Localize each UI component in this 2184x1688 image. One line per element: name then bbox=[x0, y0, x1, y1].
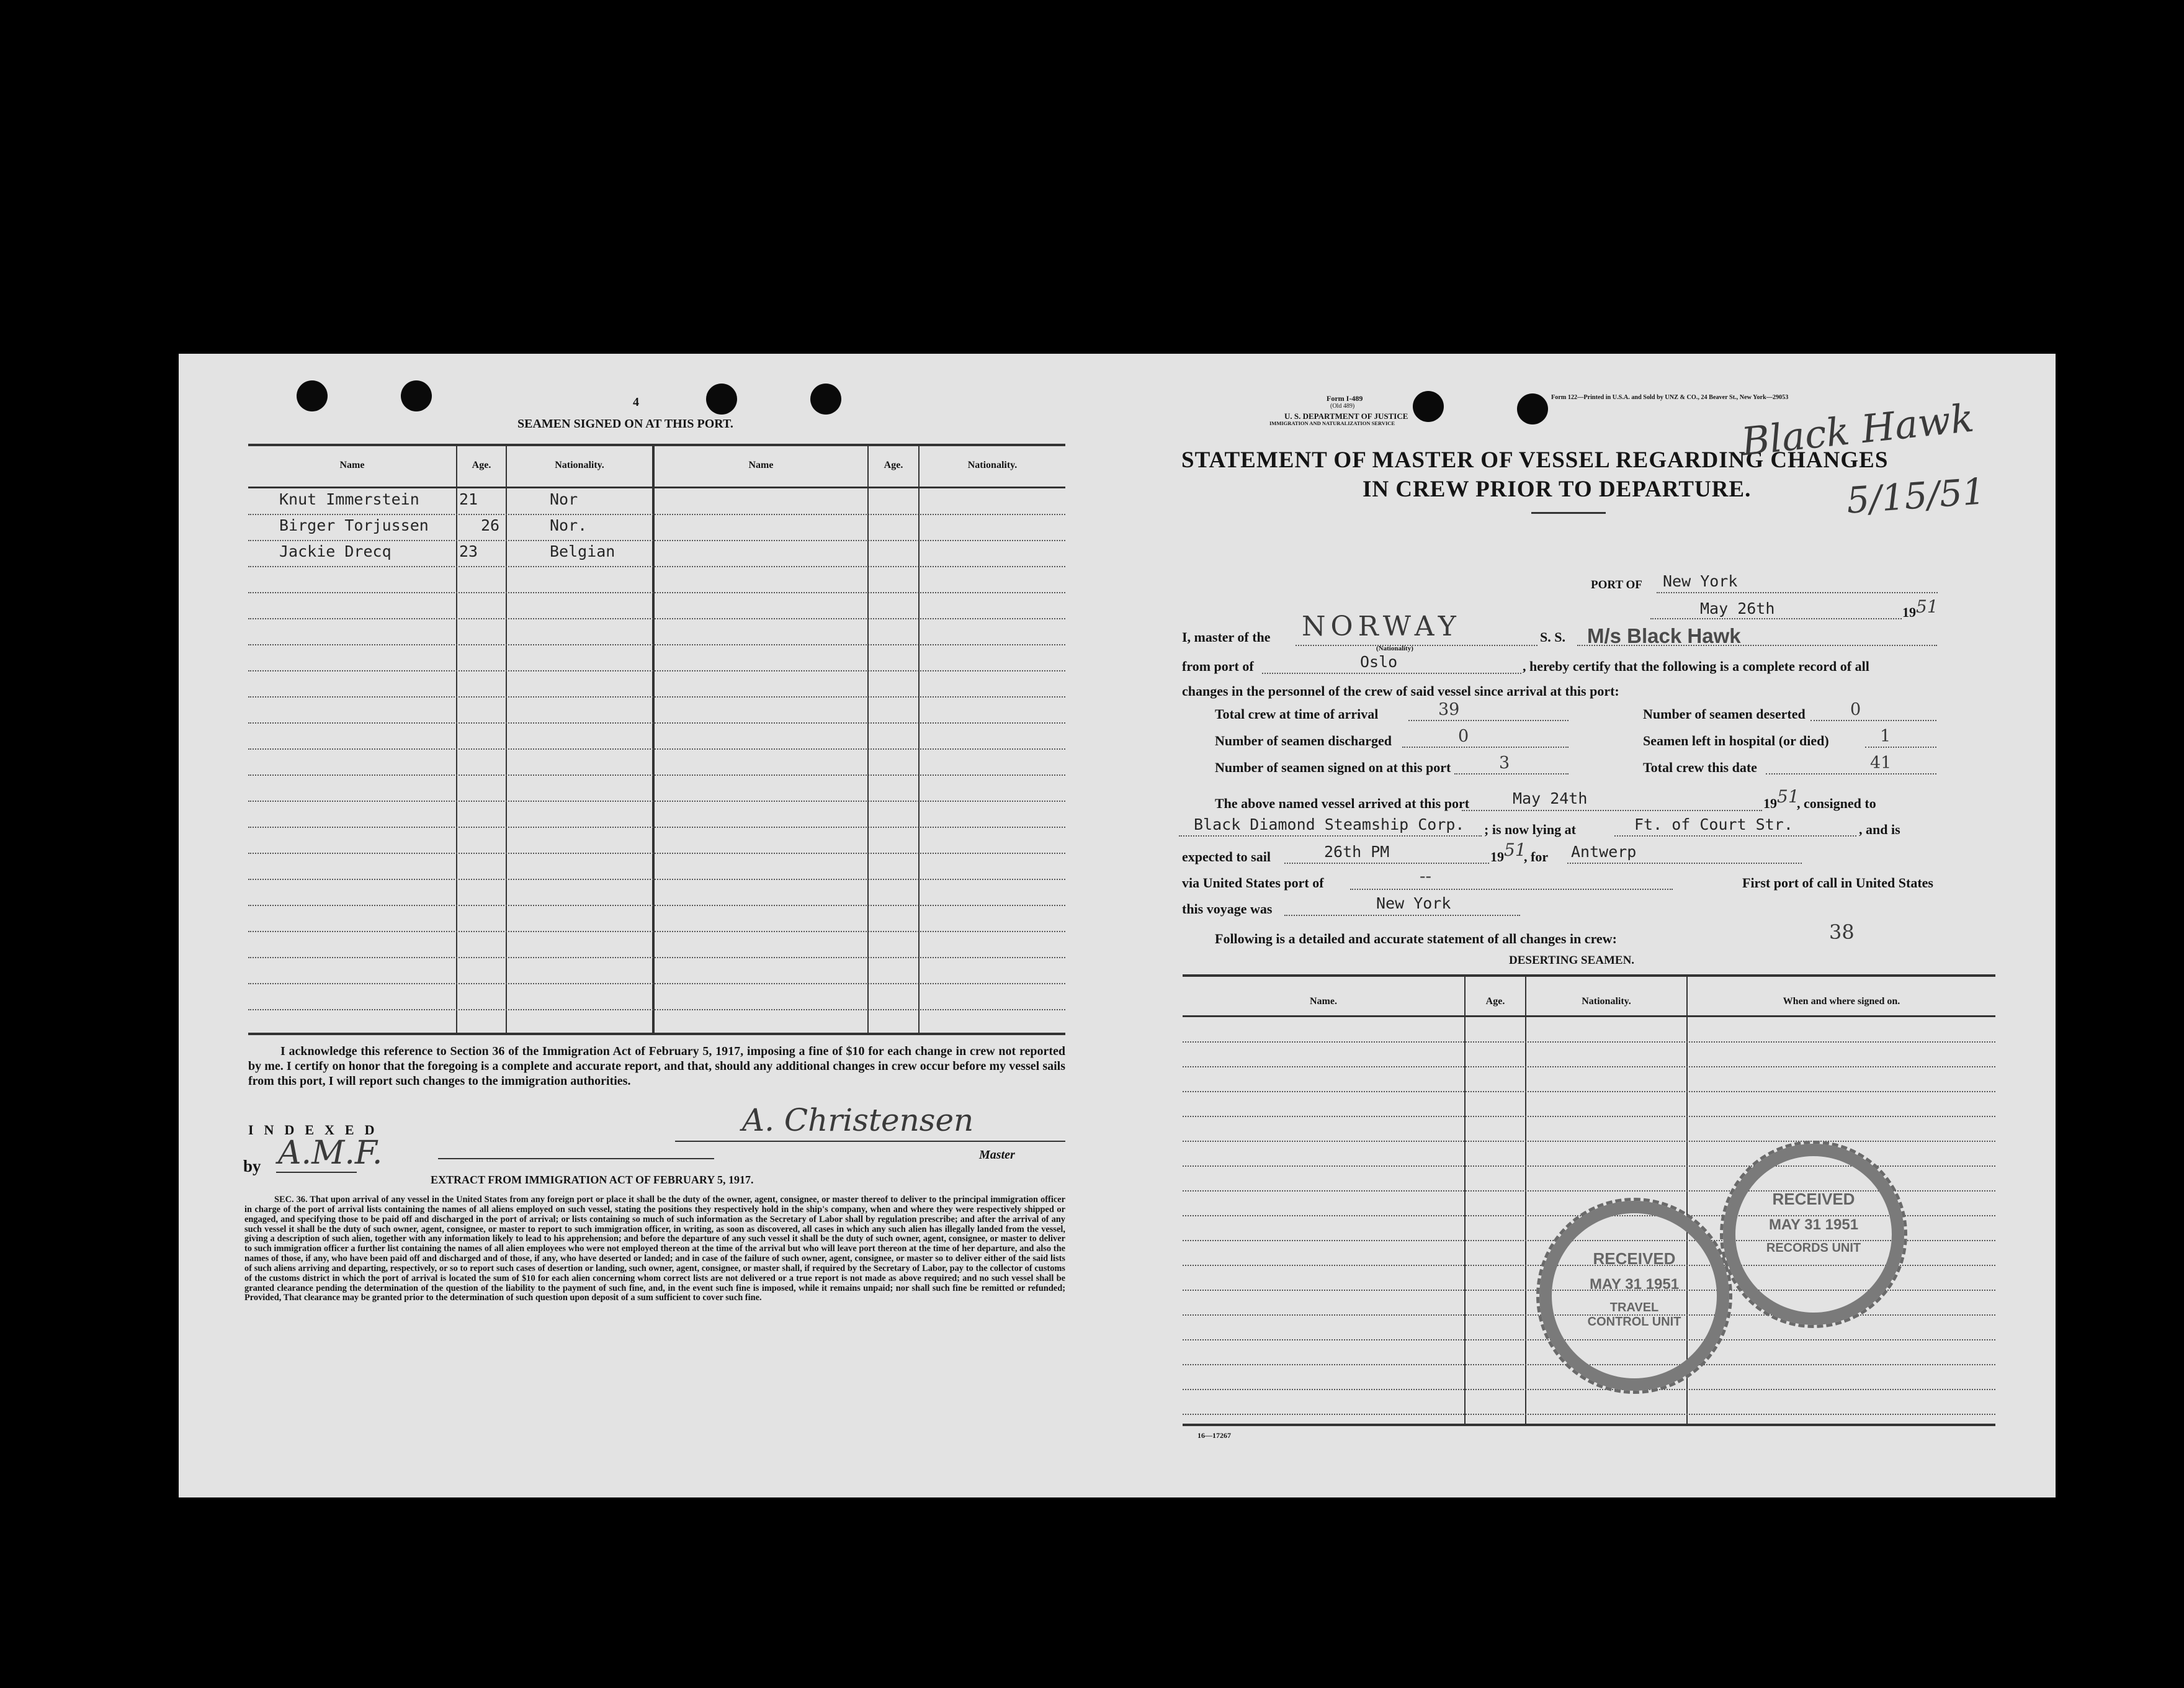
handwritten-date: 5/15/51 bbox=[1845, 470, 1987, 522]
consignee-line bbox=[1179, 835, 1482, 837]
deserted-label: Number of seamen deserted bbox=[1643, 706, 1806, 722]
table-header-rule bbox=[248, 487, 1065, 488]
consigned-label: , consigned to bbox=[1797, 796, 1876, 811]
total-crew-date-label: Total crew this date bbox=[1643, 760, 1757, 775]
first-port-label: First port of call in United States bbox=[1742, 875, 1933, 891]
certify-text: , hereby certify that the following is a complete record of all bbox=[1523, 658, 1869, 674]
destination: Antwerp bbox=[1571, 843, 1637, 861]
via-value: -- bbox=[1420, 866, 1431, 886]
consignee: Black Diamond Steamship Corp. bbox=[1194, 815, 1465, 833]
form-old-number: (Old 489) bbox=[1330, 403, 1355, 410]
printer-note: Form 122—Printed in U.S.A. and Sold by UNZ & CO., 24 Beaver St., New York—29053 bbox=[1551, 394, 1789, 401]
table-row-line bbox=[248, 566, 1065, 567]
nationality-value: NORWAY bbox=[1302, 611, 1461, 642]
deserting-col-header-age: Age. bbox=[1485, 996, 1505, 1007]
voyage-label: this voyage was bbox=[1182, 901, 1273, 917]
year-prefix: 19 bbox=[1902, 604, 1916, 620]
table-row-line bbox=[248, 618, 1065, 619]
deserting-table-header-rule bbox=[1183, 1015, 1995, 1017]
sail-date-line bbox=[1284, 863, 1489, 864]
date-year: 51 bbox=[1916, 596, 1938, 617]
table-row-line bbox=[248, 722, 1065, 724]
total-crew-arrival-label: Total crew at time of arrival bbox=[1215, 706, 1379, 722]
punch-hole bbox=[810, 384, 841, 415]
col-header-age: Age. bbox=[884, 460, 903, 470]
table-col-line bbox=[652, 445, 655, 1033]
footer-code: 16—17267 bbox=[1197, 1431, 1231, 1440]
seaman-nationality: Nor. bbox=[550, 516, 588, 534]
department-name: U. S. DEPARTMENT OF JUSTICE bbox=[1284, 411, 1408, 421]
extract-title: EXTRACT FROM IMMIGRATION ACT OF FEBRUARY 5, 1917. bbox=[431, 1174, 754, 1186]
deserting-col-line bbox=[1464, 977, 1466, 1424]
for-label: , for bbox=[1524, 849, 1549, 864]
deserting-col-header-name: Name. bbox=[1310, 996, 1337, 1007]
table-row-line bbox=[248, 957, 1065, 958]
table-row-line bbox=[248, 696, 1065, 698]
discharged-label: Number of seamen discharged bbox=[1215, 733, 1392, 748]
deserted-line bbox=[1810, 720, 1936, 721]
table-row-line bbox=[248, 905, 1065, 906]
arrived-year: 51 bbox=[1777, 786, 1799, 807]
date-line bbox=[1650, 618, 1902, 619]
arrived-date: May 24th bbox=[1513, 789, 1588, 807]
expected-label: expected to sail bbox=[1182, 849, 1271, 864]
table-row-line bbox=[1183, 1066, 1995, 1067]
total-crew-arrival: 39 bbox=[1438, 700, 1460, 719]
crew-total-note: 38 bbox=[1829, 920, 1855, 944]
table-col-line bbox=[867, 445, 869, 1033]
indexed-by-line bbox=[276, 1172, 357, 1173]
hospital-label: Seamen left in hospital (or died) bbox=[1643, 733, 1829, 748]
seaman-name: Jackie Drecq bbox=[279, 542, 392, 560]
table-row-line bbox=[248, 931, 1065, 932]
table-row-line bbox=[248, 748, 1065, 750]
table-row-line bbox=[248, 644, 1065, 645]
signed-on-line bbox=[1454, 773, 1569, 774]
seaman-age: 23 bbox=[459, 542, 478, 560]
table-row-line bbox=[248, 774, 1065, 776]
stamp-unit: RECORDS UNIT bbox=[1766, 1241, 1861, 1255]
records-unit-stamp bbox=[1720, 1141, 1907, 1328]
sail-date: 26th PM bbox=[1324, 843, 1390, 861]
date-value: May 26th bbox=[1700, 599, 1775, 617]
table-row-line bbox=[248, 801, 1065, 802]
seaman-age: 26 bbox=[481, 516, 500, 534]
from-port-label: from port of bbox=[1182, 658, 1254, 674]
document-sheet bbox=[179, 354, 2056, 1497]
table-row-line bbox=[1183, 1116, 1995, 1117]
acknowledgement-text: I acknowledge this reference to Section 36 of the Immigration Act of February 5, 1917, imposing a fine of $10 for each change in crew not reported by me. I certify on honor that the foregoing is a complete and accurate report, and that, should any additional changes in crew occur before my vessel sails from this port, I will report such changes to the immigration authorities. bbox=[248, 1044, 1065, 1088]
travel-control-stamp bbox=[1536, 1198, 1732, 1394]
table-row-line bbox=[248, 540, 1065, 541]
master-signature: A. Christensen bbox=[742, 1102, 974, 1138]
deserting-col-header-when-where: When and where signed on. bbox=[1783, 996, 1900, 1007]
indexed-label: INDEXED bbox=[248, 1122, 385, 1138]
page-number: 4 bbox=[633, 395, 639, 409]
table-row-line bbox=[1183, 1414, 1995, 1415]
signed-on-count: 3 bbox=[1499, 753, 1510, 773]
table-row-line bbox=[248, 514, 1065, 515]
punch-hole bbox=[401, 380, 432, 411]
col-header-name: Name bbox=[339, 460, 365, 470]
discharged-line bbox=[1402, 747, 1569, 748]
hospital-count: 1 bbox=[1880, 727, 1891, 746]
deserting-col-line bbox=[1525, 977, 1526, 1424]
table-row-line bbox=[248, 827, 1065, 828]
total-crew-date: 41 bbox=[1870, 753, 1892, 773]
from-port-line bbox=[1262, 673, 1521, 674]
extract-rule bbox=[438, 1158, 714, 1159]
lying-label: ; is now lying at bbox=[1484, 822, 1576, 837]
seaman-name: Birger Torjussen bbox=[279, 516, 429, 534]
seaman-nationality: Nor bbox=[550, 490, 578, 508]
table-col-line bbox=[918, 445, 920, 1033]
table-row-line bbox=[248, 592, 1065, 593]
indexed-by-initials: A.M.F. bbox=[278, 1134, 383, 1172]
first-port-line bbox=[1284, 915, 1520, 916]
seaman-nationality: Belgian bbox=[550, 542, 615, 560]
table-top-rule bbox=[248, 444, 1065, 446]
signed-on-label: Number of seamen signed on at this port bbox=[1215, 760, 1451, 775]
table-col-line bbox=[506, 445, 507, 1033]
arrived-label: The above named vessel arrived at this port bbox=[1215, 796, 1470, 811]
punch-hole bbox=[1413, 391, 1444, 422]
lying-at: Ft. of Court Str. bbox=[1634, 815, 1793, 833]
following-label: Following is a detailed and accurate statement of all changes in crew: bbox=[1215, 931, 1617, 946]
and-is-label: , and is bbox=[1859, 822, 1900, 837]
col-header-age: Age. bbox=[472, 460, 491, 470]
arrived-year-prefix: 19 bbox=[1763, 796, 1777, 811]
stamp-unit: TRAVEL CONTROL UNIT bbox=[1587, 1301, 1681, 1329]
extract-text: SEC. 36. That upon arrival of any vessel in the United States from any foreign port or place it shall be the duty of the owner, agent, consignee, or master thereof to deliver to the principal immigration officer in charge of the port of arrival lists containing the names of all aliens employed on such vessel, stating the positions they respectively hold in the ship's company, when and where they were respectively shipped or engaged, and specifying those to be paid off and discharged in the port of arrival; or lists containing so much of such information as the Secretary of Labor shall by regulation prescribe; and after the arrival of any such vessel it shall be the duty of such owner, agent, consignee, or master to report to such immigration officer, in writing, as soon as discovered, all cases in which any such alien has illegally landed from the vessel, giving a description of such alien, together with any information likely to lead to his apprehension; and before the departure of any such vessel it shall be the duty of such owner, agent, consignee, or master to deliver to such immigration officer a further list containing the names of all alien employees who were not employed thereon at the time of the arrival but who will leave port thereon at the time of her departure, and also the names of those, if any, who have been paid off and discharged and of those, if any, who have deserted or landed; and in case of the failure of such owner, agent, consignee, or master so to deliver either of the said lists of such aliens arriving and departing, respectively, or so to report such cases of desertion or landing, such owner, agent, consignee, or master shall, if required by the Secretary of Labor, pay to the collector of customs of the customs district in which the port of arrival is located the sum of $10 for each alien concerning whom correct lists are not delivered or a true report is not made as above required; and no such vessel shall be granted clearance pending the determination of the question of the liability to the payment of such fine, and, in the event such fine is imposed, while it remains unpaid; nor shall such fine be remitted or refunded; Provided, That clearance may be granted prior to the determination of such question upon deposit of a sum sufficient to cover such fine. bbox=[244, 1195, 1065, 1303]
hospital-line bbox=[1865, 747, 1936, 748]
table-col-line bbox=[456, 445, 457, 1033]
table-row-line bbox=[248, 1009, 1065, 1010]
master-of-label: I, master of the bbox=[1182, 629, 1271, 645]
punch-hole bbox=[297, 380, 328, 411]
ship-name: M/s Black Hawk bbox=[1587, 624, 1741, 647]
sail-year: 51 bbox=[1504, 840, 1526, 860]
port-of-label: PORT OF bbox=[1591, 578, 1642, 591]
form-number: Form I-489 bbox=[1327, 394, 1363, 403]
table-row-line bbox=[1183, 1141, 1995, 1142]
table-bottom-rule bbox=[248, 1033, 1065, 1035]
title-underline bbox=[1531, 512, 1606, 514]
nationality-caption: (Nationality) bbox=[1376, 645, 1413, 652]
form-title-line-1: STATEMENT OF MASTER OF VESSEL REGARDING CHANGES bbox=[1181, 447, 1889, 473]
via-label: via United States port of bbox=[1182, 875, 1324, 891]
via-line bbox=[1350, 889, 1673, 890]
table-row-line bbox=[1183, 1389, 1995, 1390]
punch-hole bbox=[706, 384, 737, 415]
stamp-received: RECEIVED bbox=[1772, 1190, 1855, 1208]
seaman-name: Knut Immerstein bbox=[279, 490, 419, 508]
nationality-line bbox=[1296, 645, 1537, 646]
deserting-seamen-title: DESERTING SEAMEN. bbox=[1509, 954, 1635, 967]
total-crew-date-line bbox=[1766, 773, 1936, 774]
table-row-line bbox=[248, 879, 1065, 880]
deserting-table-top-rule bbox=[1183, 974, 1995, 977]
table-row-line bbox=[248, 983, 1065, 984]
lying-line bbox=[1614, 835, 1856, 837]
col-header-name: Name bbox=[748, 460, 774, 470]
ss-label: S. S. bbox=[1540, 629, 1565, 645]
stamp-date: MAY 31 1951 bbox=[1768, 1216, 1859, 1233]
form-title-line-2: IN CREW PRIOR TO DEPARTURE. bbox=[1363, 477, 1752, 502]
section-title-signed-on: SEAMEN SIGNED ON AT THIS PORT. bbox=[517, 417, 733, 431]
table-row-line bbox=[1183, 1091, 1995, 1092]
stamp-received: RECEIVED bbox=[1593, 1249, 1676, 1268]
deserting-table-bottom-rule bbox=[1183, 1424, 1995, 1426]
master-label: Master bbox=[979, 1148, 1015, 1162]
deserted-count: 0 bbox=[1850, 700, 1861, 719]
table-row-line bbox=[248, 670, 1065, 671]
service-name: IMMIGRATION AND NATURALIZATION SERVICE bbox=[1269, 420, 1395, 426]
discharged-count: 0 bbox=[1458, 727, 1469, 746]
total-crew-arrival-line bbox=[1408, 720, 1569, 721]
punch-hole bbox=[1517, 393, 1548, 424]
destination-line bbox=[1567, 863, 1802, 864]
col-header-nationality: Nationality. bbox=[967, 460, 1018, 470]
signature-line bbox=[675, 1141, 1065, 1142]
col-header-nationality: Nationality. bbox=[555, 460, 604, 470]
from-port-value: Oslo bbox=[1360, 653, 1398, 671]
arrived-date-line bbox=[1462, 810, 1762, 811]
table-row-line bbox=[248, 853, 1065, 854]
seaman-age: 21 bbox=[459, 490, 478, 508]
handwritten-vessel-name: Black Hawk bbox=[1739, 395, 1976, 465]
changes-text: changes in the personnel of the crew of said vessel since arrival at this port: bbox=[1182, 683, 1619, 699]
first-port-value: New York bbox=[1376, 894, 1451, 912]
sail-year-prefix: 19 bbox=[1490, 849, 1504, 864]
port-of-line bbox=[1657, 592, 1938, 593]
table-row-line bbox=[1183, 1041, 1995, 1043]
stamp-date: MAY 31 1951 bbox=[1589, 1276, 1680, 1293]
indexed-by-label: by bbox=[243, 1157, 261, 1175]
port-of-value: New York bbox=[1663, 572, 1738, 590]
deserting-col-header-nationality: Nationality. bbox=[1582, 996, 1631, 1007]
